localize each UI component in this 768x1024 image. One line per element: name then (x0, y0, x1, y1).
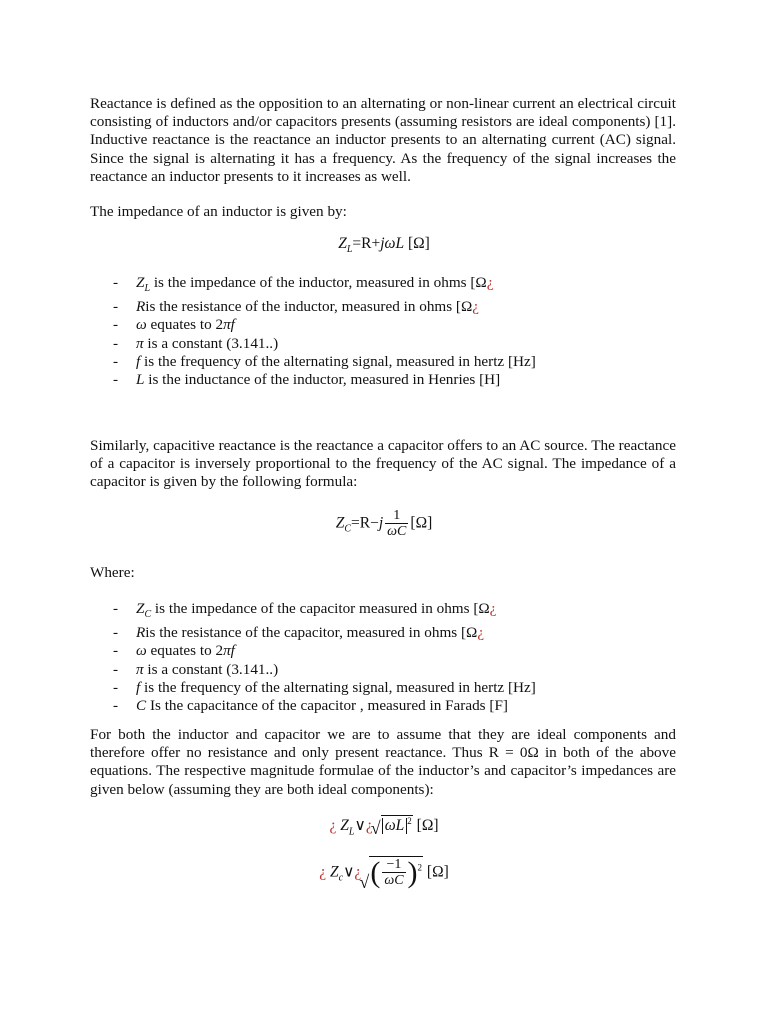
variable-symbol: ω (136, 316, 147, 334)
formula-power: 2 (417, 862, 423, 873)
list-dash: - (113, 624, 119, 642)
variable-tail-symbol: πf (223, 642, 235, 660)
invalid-glyph: ¿ (329, 817, 337, 835)
list-dash: - (113, 660, 119, 678)
variable-symbol: R (136, 298, 146, 316)
inductor-variable-list (90, 274, 690, 389)
formula-symbol: Z (329, 863, 339, 881)
reactance-intro-paragraph: Reactance is defined as the opposition to an alternating or non-linear current an electrical circuit consisting of inductors and/or capacitors presents (assuming resistors are ideal components) [1]. Inductive reactance is the reactance an inductor presents to an alternating current (AC) signal. Since the signal is alternating it has a frequency. As the frequency of the signal increases the reactance an inductor presents to it increases as well. (90, 95, 676, 185)
list-dash: - (113, 678, 119, 696)
formula-unit: [Ω] (416, 817, 439, 835)
inductor-magnitude-formula (0, 815, 768, 837)
formula-subscript: C (344, 523, 352, 535)
variable-subscript: L (144, 283, 151, 295)
variable-symbol: L (136, 371, 145, 389)
formula-term: jωL (380, 235, 405, 252)
variable-description: is the resistance of the inductor, measured in ohms [Ω (145, 298, 473, 316)
list-item (90, 600, 690, 624)
formula-subscript: c (338, 872, 344, 884)
list-dash: - (113, 371, 119, 389)
formula-vee: ∨ (343, 863, 355, 881)
formula-fraction (382, 857, 405, 889)
fraction-denominator: ωC (387, 524, 407, 539)
variable-description: is a constant (3.141..) (143, 334, 279, 352)
formula-operator: =R− (351, 514, 379, 532)
formula-fraction (385, 508, 408, 540)
abs-value: ωL (382, 818, 408, 834)
variable-description: is the inductance of the inductor, measured in Henries [H] (144, 371, 501, 389)
capacitor-magnitude-formula (0, 856, 768, 889)
invalid-glyph: ¿ (365, 817, 373, 835)
list-dash: - (113, 316, 119, 334)
list-item (90, 661, 690, 679)
list-item (90, 642, 690, 660)
variable-symbol: π (136, 660, 144, 678)
inductor-impedance-intro: The impedance of an inductor is given by: (90, 203, 347, 220)
formula-subscript: L (348, 826, 355, 838)
capacitor-impedance-formula (0, 508, 768, 540)
variable-symbol: R (136, 624, 146, 642)
list-dash: - (113, 352, 119, 370)
variable-subscript: C (144, 609, 152, 621)
variable-description: is the resistance of the capacitor, measured in ohms [Ω (145, 624, 478, 642)
ideal-components-paragraph: For both the inductor and capacitor we are to assume that they are ideal components and therefore offer no resistance and only present reactance. Thus R = 0Ω in both of the above equations. The respective magnitude formulae of the inductor’s and capacitor’s impedances are given below (assuming they are both ideal components): (90, 726, 676, 798)
list-item (90, 697, 690, 715)
list-item (90, 316, 690, 334)
variable-symbol: Z (136, 600, 145, 617)
fraction-numerator: −1 (382, 857, 405, 873)
fraction-numerator: 1 (385, 508, 408, 524)
variable-tail-symbol: πf (223, 316, 235, 334)
variable-description: is the impedance of the inductor, measured in ohms [Ω (150, 274, 487, 291)
variable-description: is a constant (3.141..) (143, 660, 279, 678)
capacitive-intro-paragraph: Similarly, capacitive reactance is the reactance a capacitor offers to an AC source. The reactance of a capacitor is inversely proportional to the frequency of the AC signal. The impedance of a capacitor is given by the following formula: (90, 437, 676, 491)
list-dash: - (113, 274, 119, 291)
invalid-glyph: ¿ (486, 274, 494, 291)
invalid-glyph: ¿ (477, 624, 485, 642)
list-item (90, 274, 690, 298)
list-item (90, 335, 690, 353)
formula-unit: [Ω] (410, 514, 433, 532)
list-item (90, 679, 690, 697)
list-dash: - (113, 334, 119, 352)
list-dash: - (113, 697, 119, 715)
capacitor-variable-list (90, 600, 690, 715)
list-dash: - (113, 298, 119, 316)
list-item (90, 371, 690, 389)
fraction-denominator: ωC (384, 873, 404, 888)
variable-description: equates to 2 (146, 642, 224, 660)
formula-vee: ∨ (354, 817, 366, 835)
invalid-glyph: ¿ (319, 863, 327, 881)
formula-symbol: Z (335, 514, 345, 532)
list-item (90, 298, 690, 316)
variable-description: is the impedance of the capacitor measured in ohms [Ω (151, 600, 490, 617)
list-dash: - (113, 600, 119, 617)
formula-subscript: L (346, 244, 353, 256)
invalid-glyph: ¿ (354, 863, 362, 881)
formula-symbol: Z (338, 235, 347, 252)
formula-power: 2 (407, 816, 412, 826)
sqrt-symbol: √ ( $\frac{-1}{\omega C}$ )$^2$ (361, 856, 423, 889)
variable-symbol: f (136, 352, 141, 370)
variable-symbol: ω (136, 642, 147, 660)
where-label: Where: (90, 564, 135, 581)
list-item (90, 353, 690, 371)
invalid-glyph: ¿ (489, 600, 497, 617)
formula-unit: [Ω] (426, 863, 449, 881)
variable-description: is the frequency of the alternating signal, measured in hertz [Hz] (140, 352, 536, 370)
formula-j: j (378, 514, 384, 532)
inductor-impedance-formula (0, 235, 768, 255)
formula-operator: =R+ (352, 235, 381, 252)
variable-symbol: π (136, 334, 144, 352)
list-item (90, 624, 690, 642)
formula-symbol: Z (340, 817, 349, 835)
variable-description: Is the capacitance of the capacitor , measured in Farads [F] (146, 697, 508, 715)
variable-symbol: f (136, 678, 141, 696)
variable-description: equates to 2 (146, 316, 224, 334)
list-dash: - (113, 642, 119, 660)
variable-symbol: Z (136, 274, 145, 291)
variable-description: is the frequency of the alternating signal, measured in hertz [Hz] (140, 678, 536, 696)
sqrt-symbol (373, 815, 413, 835)
formula-unit: [Ω] (407, 235, 430, 252)
invalid-glyph: ¿ (472, 298, 480, 316)
variable-symbol: C (136, 697, 147, 715)
